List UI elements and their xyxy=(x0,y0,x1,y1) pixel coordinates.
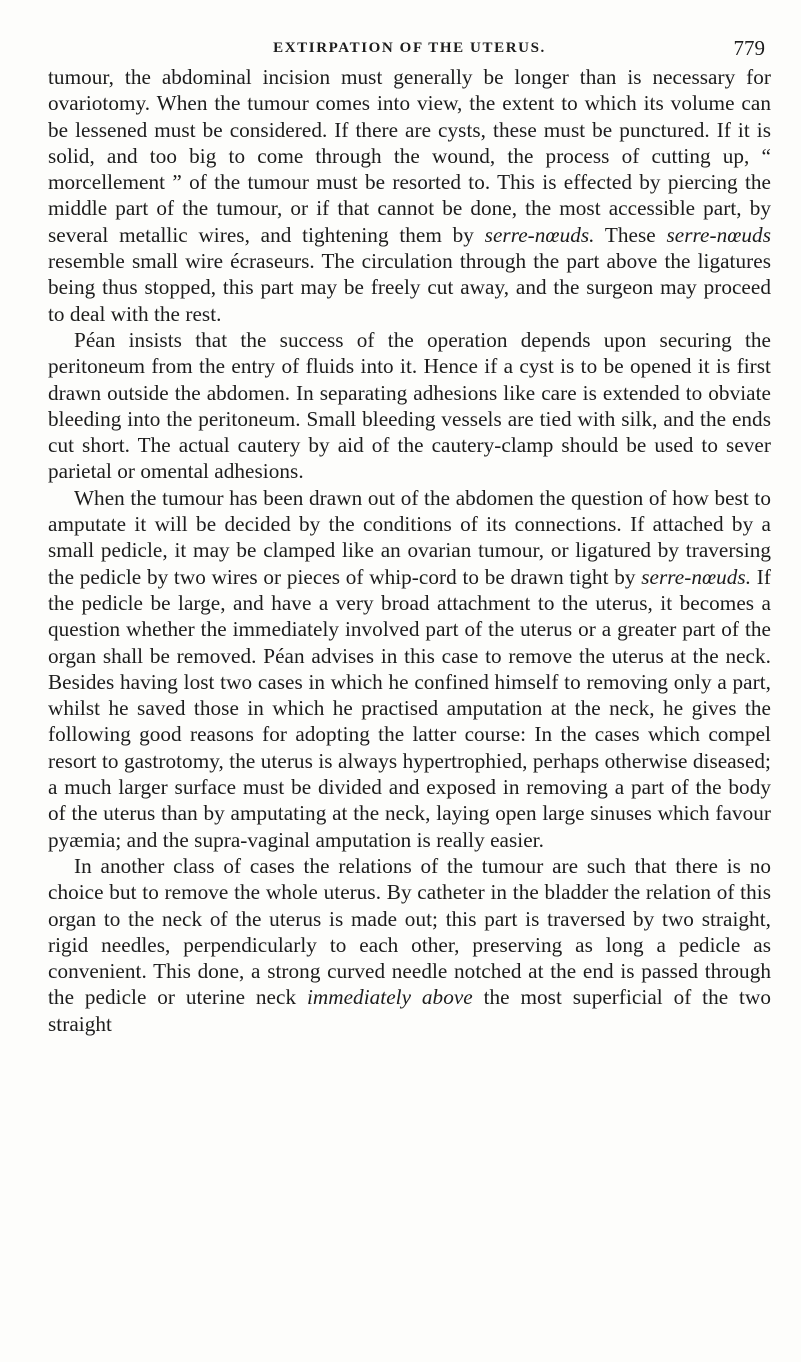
paragraph-4 xyxy=(48,853,771,1037)
text-run: When the tumour has been drawn out of the abdomen the question of how best to amputate it will be decided by the conditions of its connections. If attached by a small pedicle, it may be clamped like an ovarian tumour, or ligatured by traversing the pedicle by two wires or pieces of whip-cord to be drawn tight by xyxy=(48,485,771,589)
paragraph-3 xyxy=(48,485,771,853)
running-title: EXTIRPATION OF THE UTERUS. xyxy=(273,40,546,56)
text-run: In another class of cases the relations of the tumour are such that there is no choice but to remove the whole uterus. By catheter in the bladder the relation of this organ to the neck of the uterus is made out; this part is traversed by two straight, rigid needles, perpendicularly to each other, preserving as long a pedicle as convenient. This done, a strong curved needle notched at the end is passed through the pedicle or uterine neck xyxy=(48,853,771,1010)
italic-text: immediately above xyxy=(306,985,473,1010)
text-run: tumour, the abdominal incision must generally be longer than is necessary for ovariotomy. When the tumour comes into view, the extent to which its volume can be lessened must be considered. If there are cysts, these must be punctured. If it is solid, and too big to come through the wound, the process of cutting up, “ morcellement ” of the tumour must be resorted to. This is effected by piercing the middle part of the tumour, or if that cannot be done, the most accessible part, by several metallic wires, and tightening them by xyxy=(48,65,771,247)
text-run: the most superficial of the two straight xyxy=(48,985,771,1036)
text-run: If the pedicle be large, and have a very broad attachment to the uterus, it becomes a question whether the immediately involved part of the uterus or a greater part of the organ shall be removed. Péan advises in this case to remove the uterus at the neck. Besides having lost two cases in which he confined himself to removing only a part, whilst he saved those in which he practised amputation at the neck, he gives the following good reasons for adopting the latter course: In the cases which compel resort to gastrotomy, the uterus is always hypertrophied, perhaps otherwise diseased; a much larger surface must be divided and exposed in removing a part of the body of the uterus than by amputating at the neck, laying open large sinuses which favour pyæmia; and the supra-vaginal amputation is really easier. xyxy=(48,564,771,852)
page-number: 779 xyxy=(733,36,765,60)
italic-text: serre-nœuds. xyxy=(641,564,752,589)
running-head xyxy=(48,0,771,64)
body-text xyxy=(48,64,771,1037)
paragraph-2 xyxy=(48,327,771,485)
italic-text: serre-nœuds xyxy=(666,222,771,247)
italic-text: serre-nœuds. xyxy=(484,222,595,247)
paragraph-1 xyxy=(48,64,771,327)
text-run: These xyxy=(594,222,667,247)
text-run: Péan insists that the success of the operation depends upon securing the peritoneum from the entry of fluids into it. Hence if a cyst is to be opened it is first drawn outside the abdomen. In separating adhesions like care is extended to obviate bleeding into the peritoneum. Small bleeding vessels are tied with silk, and the ends cut short. The actual cautery by aid of the cautery-clamp should be used to sever parietal or omental adhesions. xyxy=(48,327,771,484)
text-run: resemble small wire écraseurs. The circulation through the part above the ligatures being thus stopped, this part may be freely cut away, and the surgeon may proceed to deal with the rest. xyxy=(48,249,771,326)
